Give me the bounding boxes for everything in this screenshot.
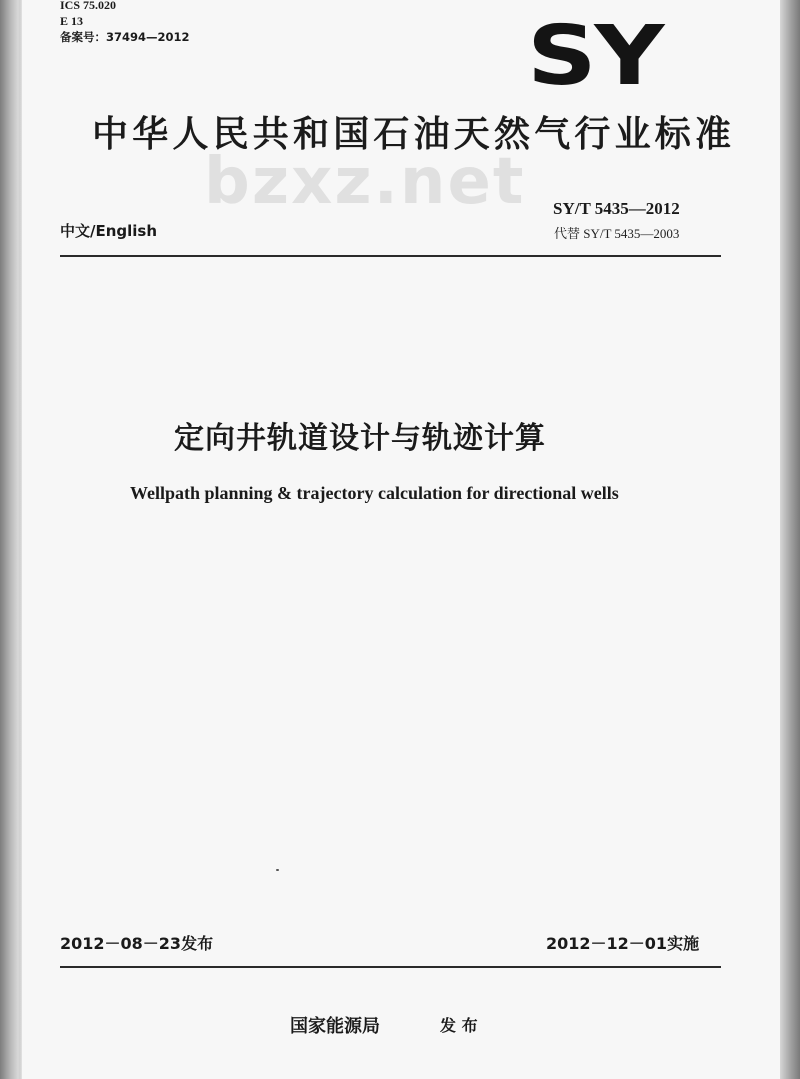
ics-code: ICS 75.020 [60,0,117,12]
effective-date: 2012－12－01实施 [546,934,700,953]
top-rule [60,255,721,257]
language-label: 中文/English [60,222,158,240]
document-title-chinese: 定向井轨道设计与轨迹计算 [174,421,546,456]
document-title-english: Wellpath planning & trajectory calculation for directional wells [130,483,619,503]
scan-speck [276,869,279,871]
bottom-rule [60,966,721,968]
document-page [22,0,780,1079]
category-code: E 13 [60,14,84,28]
replaces-standard: 代替 SY/T 5435—2003 [554,226,680,241]
issue-date: 2012－08－23发布 [60,934,214,953]
standard-type-heading: 中华人民共和国石油天然气行业标准 [92,114,736,155]
issued-label: 发 布 [440,1016,478,1035]
standard-code: SY/T 5435—2012 [553,199,680,218]
watermark: bzxz.net [204,145,526,219]
issuing-authority: 国家能源局 [290,1016,380,1037]
sy-logo: SY [527,9,663,104]
filing-number: 备案号：37494—2012 [60,30,190,44]
